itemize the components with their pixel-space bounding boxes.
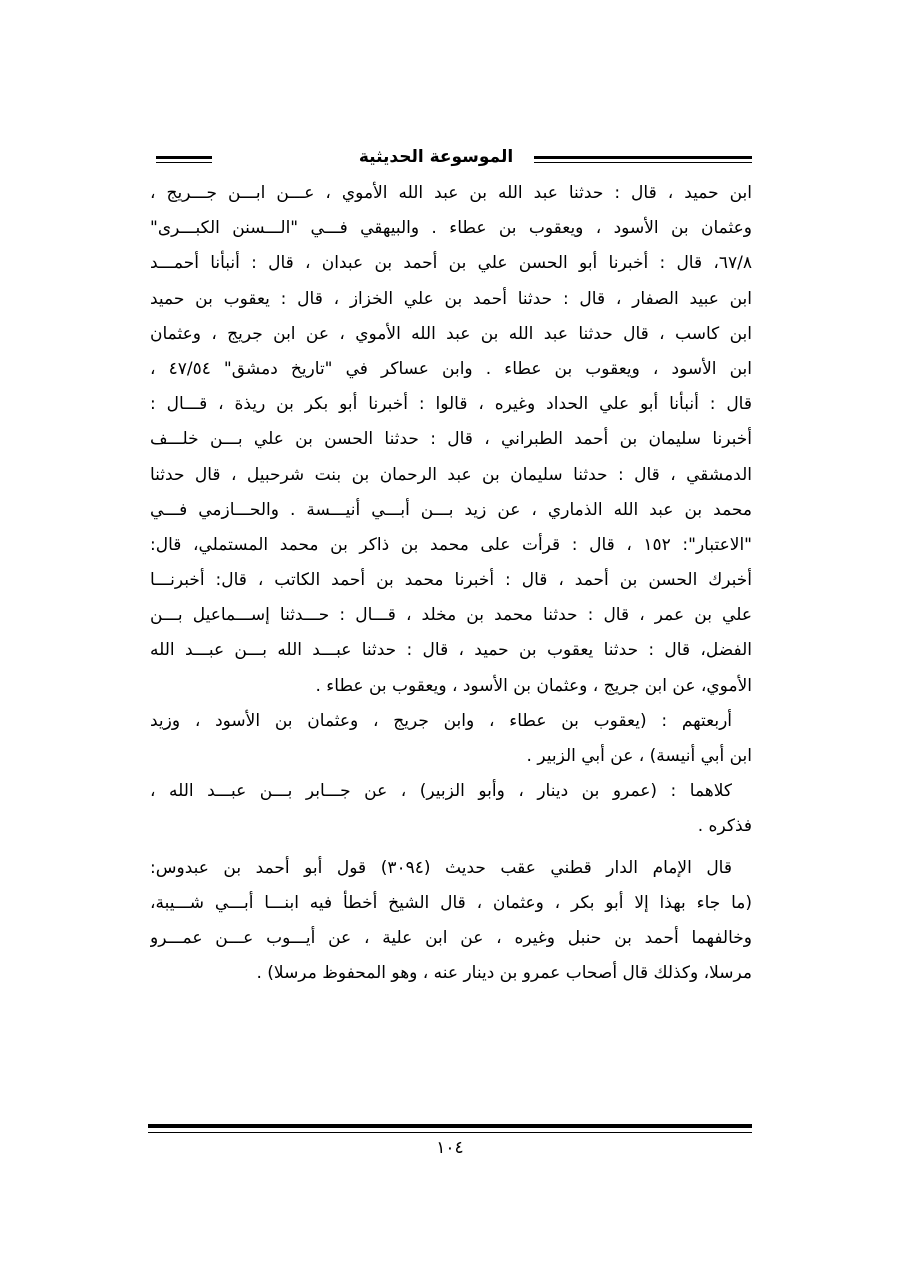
text-line: "الاعتبار": ١٥٢ ، قال : قرأت على محمد بن ذاكر بن محمد المستملي، قال: [150, 534, 752, 555]
header-rule-left [156, 156, 212, 159]
text-line: وخالفهما أحمد بن حنبل وغيره ، عن ابن علية ، عن أيـــوب عـــن عمـــرو [150, 927, 752, 948]
text-line: علي بن عمر ، قال : حدثنا محمد بن مخلد ، قـــال : حـــدثنا إســـماعيل بـــن [150, 605, 752, 626]
text-line: وعثمان بن الأسود ، ويعقوب بن عطاء . والبيهقي فـــي "الـــسنن الكبـــرى" [150, 218, 752, 239]
text-line: ابن كاسب ، قال حدثنا عبد الله بن عبد الله الأموي ، عن ابن جريج ، وعثمان [150, 323, 752, 344]
text-line: مرسلا، وكذلك قال أصحاب عمرو بن دينار عنه ، وهو المحفوظ مرسلا) . [256, 963, 752, 984]
text-line: قال الإمام الدار قطني عقب حديث (٣٠٩٤) قول أبو أحمد بن عبدوس: [150, 857, 732, 878]
text-line: ابن عبيد الصفار ، قال : حدثنا أحمد بن علي الخزاز ، قال : يعقوب بن حميد [150, 288, 752, 309]
text-line: ابن أبي أنيسة) ، عن أبي الزبير . [526, 746, 752, 766]
body-text [150, 176, 752, 991]
text-line: أربعتهم : (يعقوب بن عطاء ، وابن جريج ، وعثمان بن الأسود ، وزيد [150, 710, 732, 731]
text-line: أخبرنا سليمان بن أحمد الطبراني ، قال : حدثنا الحسن بن علي بـــن خلـــف [150, 429, 752, 450]
header-title: الموسوعة الحديثية [358, 147, 514, 167]
text-line: فذكره . [697, 816, 752, 837]
text-line: محمد بن عبد الله الذماري ، عن زيد بـــن أبـــي أنيـــسة . والحـــازمي فـــي [150, 499, 752, 520]
page-number: ١٠٤ [436, 1138, 464, 1158]
text-line: الأموي، عن ابن جريج ، وعثمان بن الأسود ، ويعقوب بن عطاء . [315, 675, 752, 696]
text-line: الدمشقي ، قال : حدثنا سليمان بن عبد الرحمان بن بنت شرحبيل ، قال حدثنا [150, 464, 752, 485]
text-line: ابن حميد ، قال : حدثنا عبد الله بن عبد الله الأموي ، عـــن ابـــن جـــريج ، [150, 183, 752, 203]
text-line: (ما جاء بهذا إلا أبو بكر ، وعثمان ، قال الشيخ أخطأ فيه ابنـــا أبـــي شـــيبة، [150, 892, 752, 913]
text-line: قال : أنبأنا أبو علي الحداد وغيره ، قالوا : أخبرنا أبو بكر بن ريذة ، قـــال : [150, 394, 752, 415]
header-rule-right [534, 156, 752, 159]
page-header [148, 142, 752, 172]
text-line: ٦٧/٨، قال : أخبرنا أبو الحسن علي بن أحمد بن عبدان ، قال : أنبأنا أحمـــد [150, 253, 752, 274]
text-line: الفضل، قال : حدثنا يعقوب بن حميد ، قال : حدثنا عبـــد الله بـــن عبـــد الله [150, 640, 752, 661]
text-line: أخبرك الحسن بن أحمد ، قال : أخبرنا محمد بن أحمد الكاتب ، قال: أخبرنـــا [150, 570, 752, 591]
footer-rule [148, 1124, 752, 1128]
text-line: ابن الأسود ، ويعقوب بن عطاء . وابن عساكر في "تاريخ دمشق" ٤٧/٥٤ ، [150, 358, 752, 379]
text-line: كلاهما : (عمرو بن دينار ، وأبو الزبير) ، عن جـــابر بـــن عبـــد الله ، [150, 781, 732, 802]
